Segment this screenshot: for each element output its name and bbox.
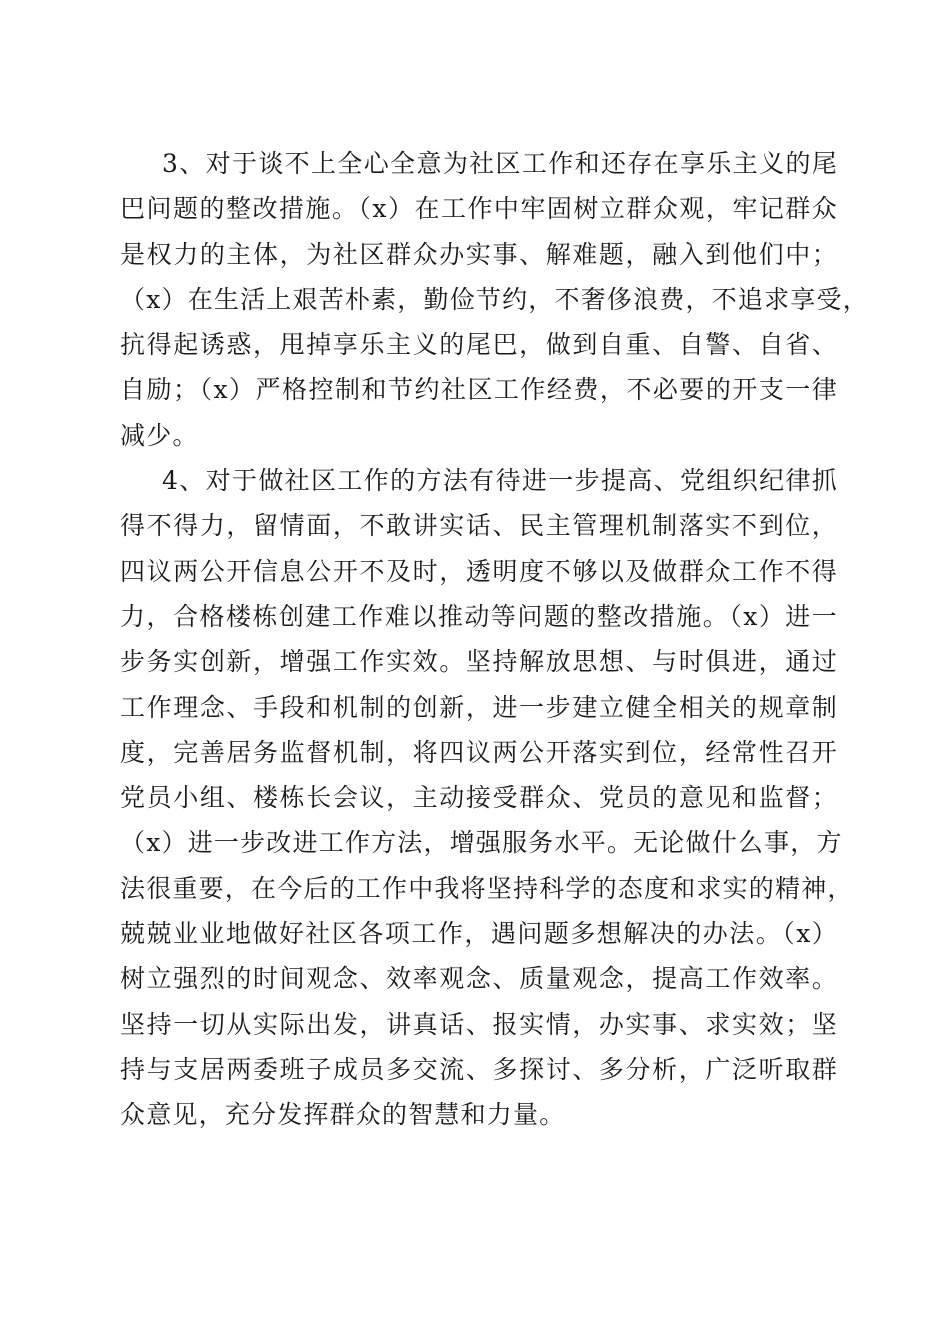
paragraph-4-line: 度，完善居务监督机制，将四议两公开落实到位，经常性召开	[120, 737, 838, 767]
paragraph-4-line: （x）进一步改进工作方法，增强服务水平。无论做什么事，方	[120, 828, 843, 858]
paragraph-4-line: 树立强烈的时间观念、效率观念、质量观念，提高工作效率。	[120, 964, 838, 994]
paragraph-4-line: 持与支居两委班子成员多交流、多探讨、多分析，广泛听取群	[120, 1054, 838, 1084]
paragraph-4-line: 众意见，充分发挥群众的智慧和力量。	[120, 1100, 566, 1130]
paragraph-4-line: 四议两公开信息公开不及时，透明度不够以及做群众工作不得	[120, 556, 838, 586]
paragraph-3-line: 抗得起诱惑，甩掉享乐主义的尾巴，做到自重、自警、自省、	[120, 330, 838, 360]
paragraph-3-line: 自励；（x）严格控制和节约社区工作经费，不必要的开支一律	[120, 375, 838, 405]
paragraph-4-line: 坚持一切从实际出发，讲真话、报实情，办实事、求实效；坚	[120, 1009, 838, 1039]
paragraph-4-line: 步务实创新，增强工作实效。坚持解放思想、与时俱进，通过	[120, 647, 838, 677]
paragraph-3-line: 是权力的主体，为社区群众办实事、解难题，融入到他们中；	[120, 239, 838, 269]
paragraph-3-line: 减少。	[120, 420, 199, 450]
paragraph-3-line: 3、对于谈不上全心全意为社区工作和还存在享乐主义的尾	[162, 149, 838, 178]
paragraph-4-line: 4、对于做社区工作的方法有待进一步提高、党组织纪律抓	[162, 466, 838, 496]
paragraph-4-line: 兢兢业业地做好社区各项工作，遇问题多想解决的办法。（x）	[120, 919, 838, 949]
paragraph-4-line: 党员小组、楼栋长会议，主动接受群众、党员的意见和监督；	[120, 783, 838, 813]
paragraph-3-line: 巴问题的整改措施。（x）在工作中牢固树立群众观，牢记群众	[120, 194, 838, 224]
paragraph-4-line: 工作理念、手段和机制的创新，进一步建立健全相关的规章制	[120, 692, 838, 722]
paragraph-3-line: （x）在生活上艰苦朴素，勤俭节约，不奢侈浪费，不追求享受，	[120, 284, 869, 314]
document-body	[120, 141, 869, 1138]
paragraph-4-line: 法很重要，在今后的工作中我将坚持科学的态度和求实的精神，	[120, 873, 854, 903]
paragraph-4-line: 力，合格楼栋创建工作难以推动等问题的整改措施。（x）进一	[120, 601, 838, 631]
paragraph-4-line: 得不得力，留情面，不敢讲实话、民主管理机制落实不到位，	[120, 511, 838, 541]
